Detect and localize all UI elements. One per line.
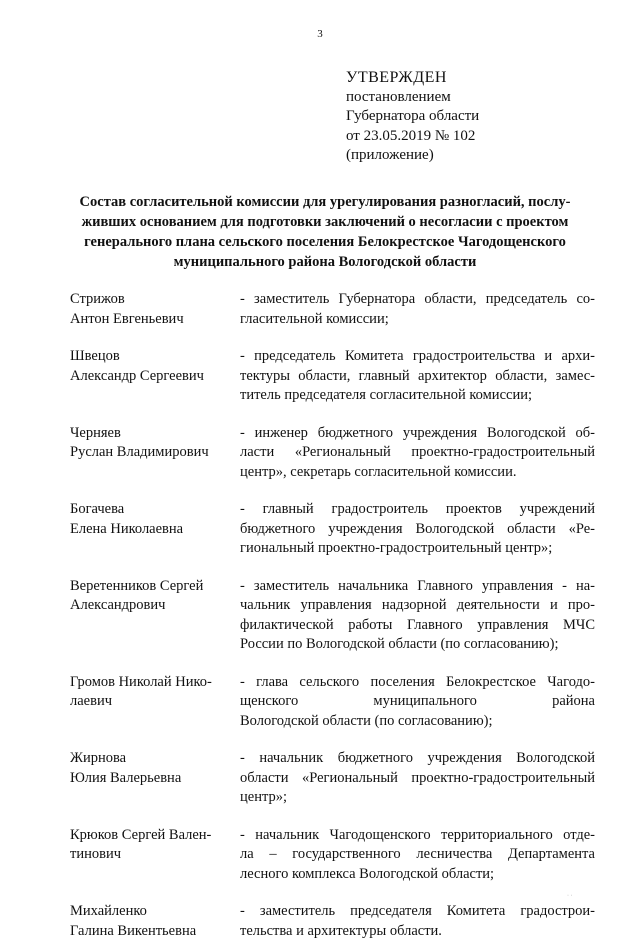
- member-role: [240, 902, 595, 941]
- member-name-line: Веретенников Сергей: [70, 577, 240, 597]
- member-name: [70, 577, 240, 655]
- member-role-line: центр», секретарь согласительной комиссии.: [240, 463, 595, 483]
- member-name-line: Юлия Валерьевна: [70, 769, 240, 789]
- member-name-line: Черняев: [70, 424, 240, 444]
- member-name-line: тинович: [70, 845, 240, 865]
- member-row: [70, 424, 600, 483]
- member-role-line: - инженер бюджетного учреждения Вологодской об-: [240, 424, 595, 444]
- member-name: [70, 347, 240, 406]
- commission-members-list: [70, 290, 600, 941]
- member-role-line: - начальник бюджетного учреждения Вологодской: [240, 749, 595, 769]
- approval-line-1: постановлением: [346, 88, 479, 108]
- member-name-line: Галина Викентьевна: [70, 922, 240, 941]
- member-row: [70, 749, 600, 808]
- member-role-line: - главный градостроитель проектов учреждений: [240, 500, 595, 520]
- member-role-line: - глава сельского поселения Белокрестское Чагодо-: [240, 673, 595, 693]
- member-role-line: щенского муниципального района: [240, 692, 595, 712]
- member-name: [70, 826, 240, 885]
- approval-line-4: (приложение): [346, 146, 479, 166]
- member-name-line: Крюков Сергей Вален-: [70, 826, 240, 846]
- member-role-line: - заместитель Губернатора области, председатель со-: [240, 290, 595, 310]
- member-name-line: Антон Евгеньевич: [70, 310, 240, 330]
- member-role: [240, 500, 595, 559]
- member-role-line: гласительной комиссии;: [240, 310, 595, 330]
- approval-line-2: Губернатора области: [346, 107, 479, 127]
- member-name-line: Богачева: [70, 500, 240, 520]
- member-name-line: Руслан Владимирович: [70, 443, 240, 463]
- member-role-line: титель председателя согласительной комиссии;: [240, 386, 595, 406]
- heading-line: генерального плана сельского поселения Белокрестское Чагодощенского: [72, 232, 578, 252]
- member-role-line: - заместитель председателя Комитета градострои-: [240, 902, 595, 922]
- member-name-line: лаевич: [70, 692, 240, 712]
- member-role-line: тельства и архитектуры области.: [240, 922, 595, 941]
- member-role-line: - заместитель начальника Главного управления - на-: [240, 577, 595, 597]
- member-role-line: области «Региональный проектно-градостроительный: [240, 769, 595, 789]
- member-role: [240, 826, 595, 885]
- member-row: [70, 902, 600, 941]
- page-number: 3: [0, 28, 640, 40]
- member-name: [70, 902, 240, 941]
- member-role: [240, 290, 595, 329]
- heading-line: живших основанием для подготовки заключений о несогласии с проектом: [72, 212, 578, 232]
- member-role: [240, 347, 595, 406]
- member-name-line: Елена Николаевна: [70, 520, 240, 540]
- approval-line-3: от 23.05.2019 № 102: [346, 127, 479, 147]
- member-name: [70, 424, 240, 483]
- member-role-line: России по Вологодской области (по согласованию);: [240, 635, 595, 655]
- member-row: [70, 290, 600, 329]
- member-name-line: Михайленко: [70, 902, 240, 922]
- member-role-line: лесного комплекса Вологодской области;: [240, 865, 595, 885]
- member-name: [70, 749, 240, 808]
- approval-block: [346, 68, 479, 166]
- member-row: [70, 826, 600, 885]
- member-name-line: Громов Николай Нико-: [70, 673, 240, 693]
- document-heading: [72, 192, 578, 272]
- member-row: [70, 500, 600, 559]
- member-role-line: филактической работы Главного управления МЧС: [240, 616, 595, 636]
- member-name: [70, 290, 240, 329]
- member-row: [70, 673, 600, 732]
- member-role-line: гиональный проектно-градостроительный центр»;: [240, 539, 595, 559]
- approval-title: УТВЕРЖДЕН: [346, 68, 479, 88]
- member-name-line: Стрижов: [70, 290, 240, 310]
- member-role-line: ла – государственного лесничества Департамента: [240, 845, 595, 865]
- member-row: [70, 347, 600, 406]
- member-role: [240, 577, 595, 655]
- member-role-line: ласти «Региональный проектно-градостроительный: [240, 443, 595, 463]
- member-role-line: тектуры области, главный архитектор области, замес-: [240, 367, 595, 387]
- member-name: [70, 673, 240, 732]
- member-role: [240, 673, 595, 732]
- scan-mark: · ·: [567, 893, 573, 899]
- member-role-line: чальник управления надзорной деятельности и про-: [240, 596, 595, 616]
- member-name-line: Александрович: [70, 596, 240, 616]
- member-name-line: Александр Сергеевич: [70, 367, 240, 387]
- member-role: [240, 749, 595, 808]
- member-role-line: - председатель Комитета градостроительства и архи-: [240, 347, 595, 367]
- member-role: [240, 424, 595, 483]
- member-role-line: - начальник Чагодощенского территориального отде-: [240, 826, 595, 846]
- member-role-line: Вологодской области (по согласованию);: [240, 712, 595, 732]
- member-name-line: Жирнова: [70, 749, 240, 769]
- heading-line: Состав согласительной комиссии для урегулирования разногласий, послу-: [72, 192, 578, 212]
- member-name: [70, 500, 240, 559]
- heading-line: муниципального района Вологодской области: [72, 252, 578, 272]
- member-role-line: бюджетного учреждения Вологодской области «Ре-: [240, 520, 595, 540]
- member-row: [70, 577, 600, 655]
- member-role-line: центр»;: [240, 788, 595, 808]
- member-name-line: Швецов: [70, 347, 240, 367]
